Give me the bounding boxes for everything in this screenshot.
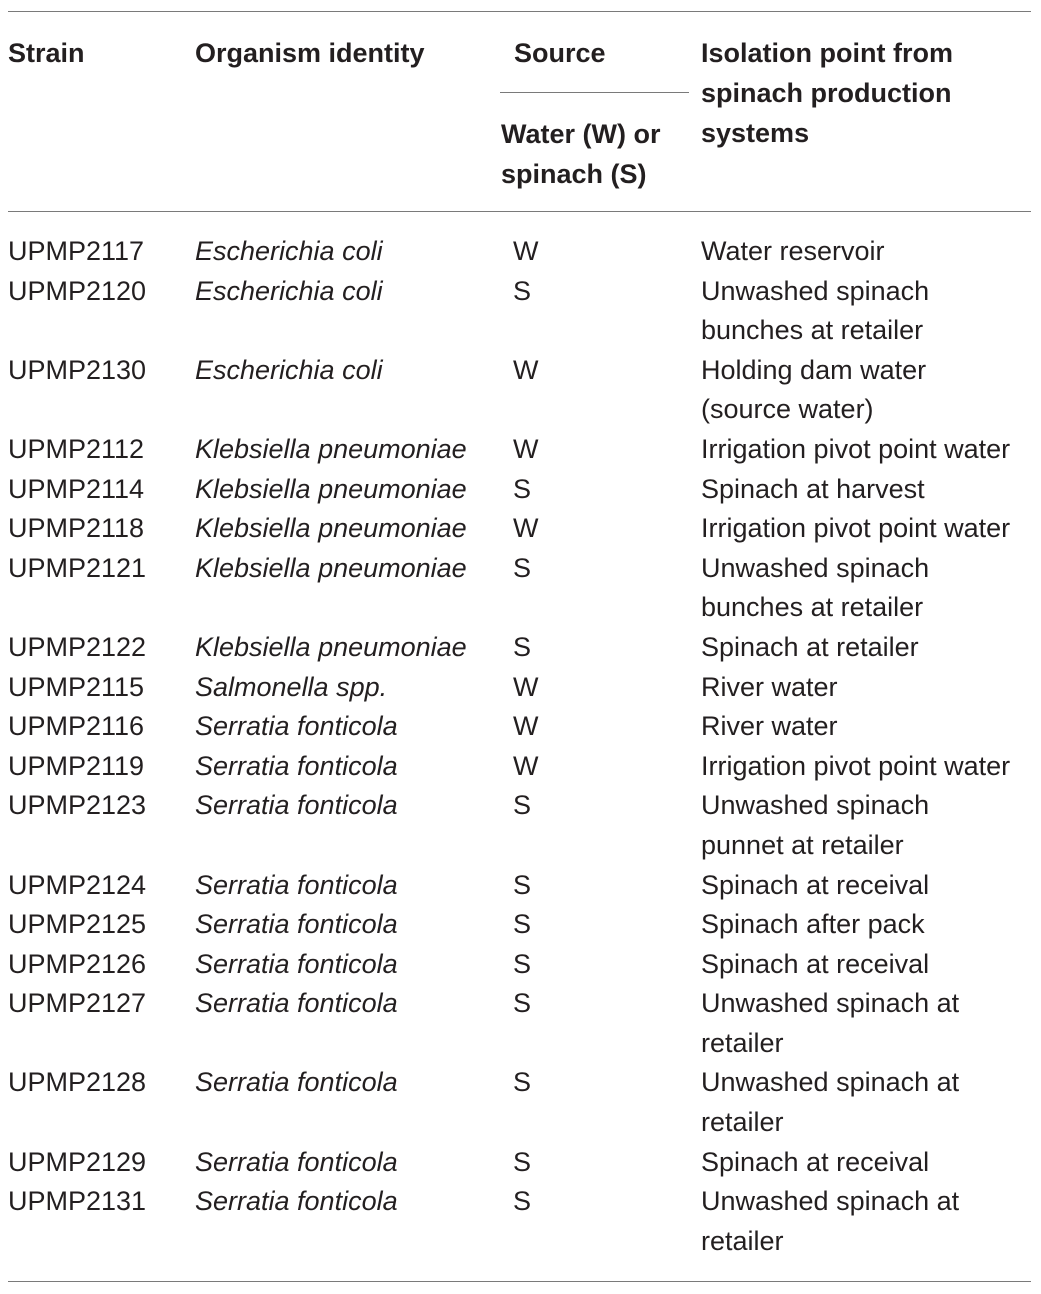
cell-source: W [513, 354, 539, 385]
cell-strain: UPMP2112 [8, 433, 145, 464]
cell-isolation [701, 747, 1031, 787]
cell-isolation [701, 232, 1031, 272]
cell-isolation-line: Unwashed spinach at [701, 1186, 960, 1217]
cell-isolation [701, 1143, 1031, 1183]
cell-source: S [513, 790, 532, 821]
cell-strain: UPMP2123 [8, 790, 147, 821]
cell-isolation-line: Water reservoir [701, 236, 885, 266]
table-row [8, 549, 1031, 628]
cell-isolation-line: Irrigation pivot point water [701, 750, 1011, 781]
cell-isolation [701, 668, 1031, 708]
cell-organism: Klebsiella pneumoniae [195, 433, 467, 464]
cell-strain: UPMP2128 [8, 1067, 147, 1098]
cell-source: S [513, 1186, 532, 1217]
cell-organism: Serratia fonticola [195, 1067, 398, 1098]
cell-strain: UPMP2119 [8, 750, 145, 781]
table-row [8, 866, 1031, 906]
table-row [8, 1143, 1031, 1183]
cell-strain: UPMP2129 [8, 1146, 147, 1177]
header-source: Source [514, 38, 606, 68]
table-body [8, 212, 1031, 1281]
cell-organism: Serratia fonticola [195, 711, 398, 742]
cell-isolation-line: Irrigation pivot point water [701, 433, 1011, 464]
cell-isolation-line: Spinach at receival [701, 1146, 930, 1177]
cell-source: W [513, 513, 539, 544]
cell-source: S [513, 988, 532, 1019]
header-isolation-line: systems [701, 118, 810, 148]
table-row [8, 945, 1031, 985]
table-row [8, 430, 1031, 470]
cell-source: S [513, 1067, 532, 1098]
cell-strain: UPMP2116 [8, 711, 145, 742]
cell-organism: Serratia fonticola [195, 1146, 398, 1177]
cell-isolation-line: Spinach at receival [701, 948, 930, 979]
cell-source: S [513, 909, 532, 940]
cell-source: W [513, 671, 539, 702]
cell-organism: Klebsiella pneumoniae [195, 513, 467, 544]
cell-strain: UPMP2125 [8, 909, 147, 940]
cell-isolation-line: bunches at retailer [701, 315, 924, 346]
cell-organism: Salmonella spp. [195, 671, 388, 702]
cell-isolation-line: River water [701, 671, 838, 702]
cell-organism: Serratia fonticola [195, 869, 398, 900]
header-isolation-line: spinach production [701, 78, 952, 108]
cell-organism: Klebsiella pneumoniae [195, 552, 467, 583]
cell-isolation-line: Unwashed spinach [701, 552, 930, 583]
cell-isolation-line: retailer [701, 1027, 784, 1058]
cell-strain: UPMP2120 [8, 275, 147, 306]
table-row [8, 628, 1031, 668]
table-row [8, 1182, 1031, 1261]
header-source-sub-line: spinach (S) [501, 159, 647, 189]
cell-isolation [701, 628, 1031, 668]
header-isolation-line: Isolation point from [701, 38, 953, 68]
cell-isolation-line: retailer [701, 1225, 784, 1256]
table-row [8, 905, 1031, 945]
cell-strain: UPMP2117 [8, 236, 145, 266]
table-row [8, 232, 1031, 272]
cell-isolation [701, 866, 1031, 906]
cell-isolation-line: Spinach after pack [701, 909, 925, 940]
source-subrule [500, 92, 689, 93]
cell-strain: UPMP2121 [8, 552, 147, 583]
cell-isolation [701, 984, 1031, 1063]
cell-isolation-line: bunches at retailer [701, 592, 924, 623]
table-row [8, 1063, 1031, 1142]
cell-organism: Serratia fonticola [195, 909, 398, 940]
cell-strain: UPMP2118 [8, 513, 145, 544]
table-row [8, 470, 1031, 510]
cell-strain: UPMP2130 [8, 354, 147, 385]
cell-strain: UPMP2126 [8, 948, 147, 979]
cell-organism: Klebsiella pneumoniae [195, 473, 467, 504]
cell-organism: Serratia fonticola [195, 750, 398, 781]
cell-organism: Serratia fonticola [195, 1186, 398, 1217]
cell-organism: Serratia fonticola [195, 948, 398, 979]
cell-isolation [701, 549, 1031, 628]
cell-source: W [513, 750, 539, 781]
table-row [8, 984, 1031, 1063]
table-row [8, 509, 1031, 549]
cell-isolation [701, 786, 1031, 865]
table-row [8, 707, 1031, 747]
cell-source: S [513, 948, 532, 979]
cell-isolation [701, 470, 1031, 510]
cell-isolation-line: Unwashed spinach [701, 275, 930, 306]
cell-isolation-line: Spinach at receival [701, 869, 930, 900]
table-row [8, 786, 1031, 865]
cell-isolation-line: Unwashed spinach [701, 790, 930, 821]
table-row [8, 668, 1031, 708]
table-row [8, 272, 1031, 351]
cell-isolation [701, 509, 1031, 549]
cell-isolation [701, 707, 1031, 747]
header-source-sub [501, 114, 691, 194]
cell-organism: Escherichia coli [195, 275, 383, 306]
header-isolation [701, 33, 1031, 153]
strain-table [8, 11, 1031, 1282]
header-strain: Strain [8, 38, 85, 68]
cell-organism: Escherichia coli [195, 236, 383, 266]
header-organism: Organism identity [195, 38, 425, 68]
cell-isolation-line: punnet at retailer [701, 829, 904, 860]
cell-source: S [513, 275, 532, 306]
cell-source: S [513, 631, 532, 662]
cell-organism: Serratia fonticola [195, 790, 398, 821]
table-header [8, 12, 1031, 211]
cell-organism: Escherichia coli [195, 354, 383, 385]
cell-strain: UPMP2124 [8, 869, 147, 900]
cell-isolation-line: River water [701, 711, 838, 742]
cell-strain: UPMP2131 [8, 1186, 147, 1217]
cell-isolation-line: Irrigation pivot point water [701, 513, 1011, 544]
cell-source: S [513, 473, 532, 504]
header-source-sub-line: Water (W) or [501, 119, 661, 149]
cell-strain: UPMP2115 [8, 671, 145, 702]
cell-source: W [513, 236, 539, 266]
table-row [8, 351, 1031, 430]
cell-isolation-line: Spinach at harvest [701, 473, 925, 504]
cell-strain: UPMP2122 [8, 631, 147, 662]
cell-strain: UPMP2114 [8, 473, 145, 504]
cell-isolation-line: Unwashed spinach at [701, 1067, 960, 1098]
cell-isolation [701, 905, 1031, 945]
cell-isolation [701, 1182, 1031, 1261]
cell-source: W [513, 711, 539, 742]
cell-source: S [513, 1146, 532, 1177]
cell-strain: UPMP2127 [8, 988, 147, 1019]
cell-isolation-line: Spinach at retailer [701, 631, 919, 662]
cell-isolation-line: (source water) [701, 394, 874, 425]
table-row [8, 747, 1031, 787]
cell-source: S [513, 552, 532, 583]
cell-organism: Serratia fonticola [195, 988, 398, 1019]
cell-isolation-line: retailer [701, 1107, 784, 1138]
cell-organism: Klebsiella pneumoniae [195, 631, 467, 662]
cell-isolation [701, 1063, 1031, 1142]
cell-isolation [701, 272, 1031, 351]
cell-isolation [701, 351, 1031, 430]
cell-isolation [701, 945, 1031, 985]
bottom-rule [8, 1281, 1031, 1282]
cell-isolation-line: Unwashed spinach at [701, 988, 960, 1019]
cell-source: S [513, 869, 532, 900]
cell-source: W [513, 433, 539, 464]
cell-isolation [701, 430, 1031, 470]
cell-isolation-line: Holding dam water [701, 354, 927, 385]
